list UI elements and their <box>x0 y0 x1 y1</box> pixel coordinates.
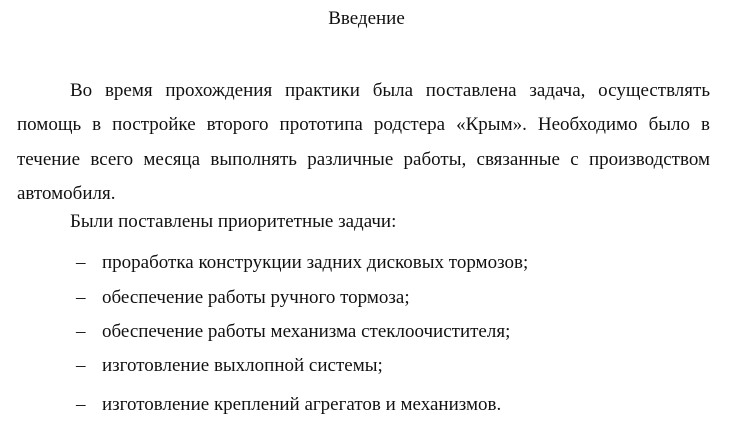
list-item-text: изготовление креплений агрегатов и механизмов. <box>102 394 502 415</box>
list-marker: – <box>76 287 86 308</box>
list-marker: – <box>76 355 86 376</box>
list-marker: – <box>76 252 86 273</box>
list-item-text: обеспечение работы ручного тормоза; <box>102 287 410 308</box>
list-intro: Были поставлены приоритетные задачи: <box>70 211 397 232</box>
intro-paragraph: Во время прохождения практики была поставлена задача, осуществлять помощь в постройке второго прототипа родстера «Крым». Необходимо было в течение всего месяца выполнять различные работы, связанные с производством автомобиля. <box>17 80 710 204</box>
list-item-text: обеспечение работы механизма стеклоочистителя; <box>102 321 511 342</box>
list-marker: – <box>76 321 86 342</box>
list-item-text: проработка конструкции задних дисковых тормозов; <box>102 252 529 273</box>
list-item-text: изготовление выхлопной системы; <box>102 355 383 376</box>
list-marker: – <box>76 394 86 415</box>
page-title: Введение <box>328 8 405 29</box>
